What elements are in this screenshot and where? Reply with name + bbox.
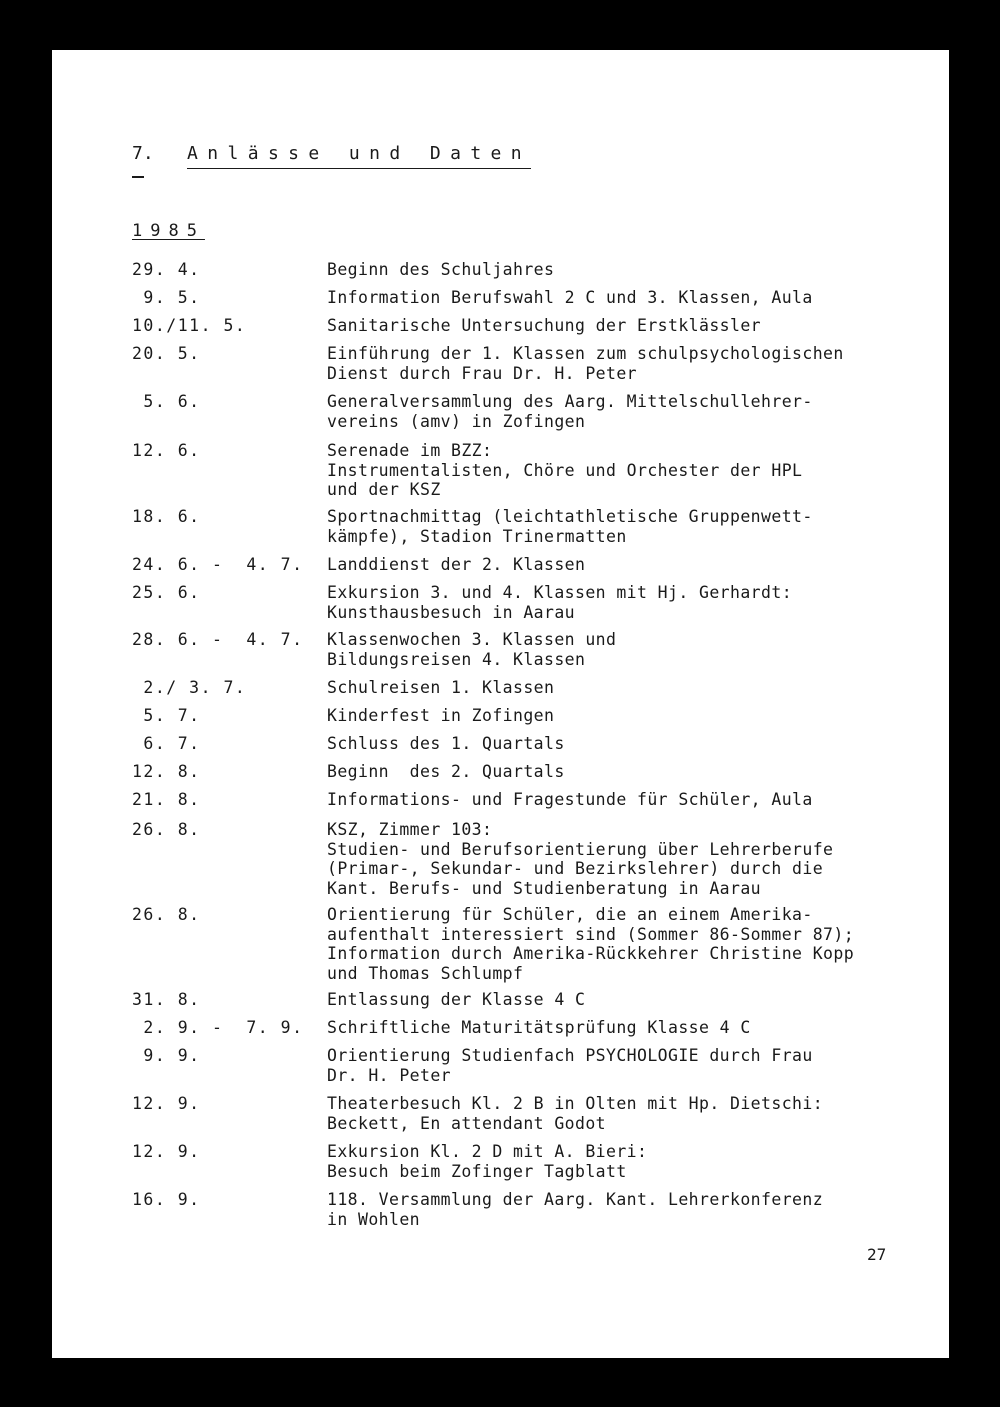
- event-description-line: Exkursion Kl. 2 D mit A. Bieri:: [327, 1142, 648, 1161]
- event-description-line: Kunsthausbesuch in Aarau: [327, 602, 576, 622]
- section-heading: [132, 143, 531, 169]
- event-description: [327, 678, 927, 698]
- document-page: [52, 50, 949, 1358]
- event-description-line: Exkursion 3. und 4. Klassen mit Hj. Gerhardt:: [327, 583, 793, 602]
- event-date: 16. 9.: [132, 1190, 201, 1209]
- event-description-line: Dienst durch Frau Dr. H. Peter: [327, 363, 638, 383]
- section-title: Anlässe und Daten: [187, 143, 531, 169]
- event-date: 12. 9.: [132, 1094, 201, 1113]
- event-description-line: Information durch Amerika-Rückkehrer Christine Kopp: [327, 944, 855, 963]
- event-description: [327, 583, 927, 622]
- event-description-line: Sanitarische Untersuchung der Erstklässler: [327, 316, 762, 335]
- event-description: [327, 555, 927, 575]
- event-description: [327, 1018, 927, 1038]
- event-description-line: Informations- und Fragestunde für Schüler, Aula: [327, 790, 813, 809]
- event-description-line: Instrumentalisten, Chöre und Orchester der HPL: [327, 460, 803, 480]
- event-description-line: Theaterbesuch Kl. 2 B in Olten mit Hp. Dietschi:: [327, 1094, 824, 1113]
- event-description: [327, 762, 927, 782]
- event-date: 24. 6. - 4. 7.: [132, 555, 304, 574]
- event-date: 26. 8.: [132, 905, 201, 924]
- event-description-line: Orientierung für Schüler, die an einem Amerika-: [327, 905, 813, 924]
- event-date: 31. 8.: [132, 990, 201, 1009]
- event-date: 5. 7.: [132, 706, 201, 725]
- event-date: 2./ 3. 7.: [132, 678, 247, 697]
- event-description: [327, 734, 927, 754]
- event-date: 21. 8.: [132, 790, 201, 809]
- event-description-line: aufenthalt interessiert sind (Sommer 86-Sommer 87);: [327, 924, 855, 944]
- event-description-line: Orientierung Studienfach PSYCHOLOGIE durch Frau: [327, 1046, 813, 1065]
- event-description: [327, 706, 927, 726]
- event-description-line: KSZ, Zimmer 103:: [327, 820, 493, 839]
- event-description: [327, 630, 927, 669]
- event-description-line: Kant. Berufs- und Studienberatung in Aarau: [327, 878, 762, 898]
- event-description-line: Einführung der 1. Klassen zum schulpsychologischen: [327, 344, 844, 363]
- event-date: 20. 5.: [132, 344, 201, 363]
- event-description-line: Landdienst der 2. Klassen: [327, 555, 586, 574]
- event-description: [327, 441, 927, 500]
- event-description: [327, 1094, 927, 1133]
- event-description-line: Generalversammlung des Aarg. Mittelschullehrer-: [327, 392, 813, 411]
- event-description-line: 118. Versammlung der Aarg. Kant. Lehrerkonferenz: [327, 1190, 824, 1209]
- event-date: 9. 9.: [132, 1046, 201, 1065]
- event-description-line: Besuch beim Zofinger Tagblatt: [327, 1161, 627, 1181]
- section-number: 7.: [132, 143, 154, 164]
- event-date: 12. 8.: [132, 762, 201, 781]
- event-description: [327, 1046, 927, 1085]
- event-description-line: Beckett, En attendant Godot: [327, 1113, 607, 1133]
- event-description: [327, 288, 927, 308]
- page-number: 27: [867, 1245, 887, 1264]
- event-description-line: und der KSZ: [327, 480, 441, 499]
- event-description-line: Studien- und Berufsorientierung über Lehrerberufe: [327, 839, 834, 859]
- event-description: [327, 990, 927, 1010]
- event-date: 9. 5.: [132, 288, 201, 307]
- event-description-line: Schriftliche Maturitätsprüfung Klasse 4 C: [327, 1018, 751, 1037]
- event-description-line: Bildungsreisen 4. Klassen: [327, 649, 586, 669]
- event-description: [327, 392, 927, 431]
- event-description: [327, 344, 927, 383]
- event-description: [327, 1142, 927, 1181]
- event-description: [327, 790, 927, 810]
- event-description-line: Klassenwochen 3. Klassen und: [327, 630, 617, 649]
- event-description-line: Beginn des 2. Quartals: [327, 762, 565, 781]
- event-description-line: in Wohlen: [327, 1209, 421, 1229]
- number-underline: [132, 176, 144, 178]
- event-description-line: Serenade im BZZ:: [327, 441, 493, 460]
- event-date: 29. 4.: [132, 260, 201, 279]
- event-date: 18. 6.: [132, 507, 201, 526]
- event-description: [327, 316, 927, 336]
- event-description: [327, 1190, 927, 1229]
- event-description-line: Schulreisen 1. Klassen: [327, 678, 555, 697]
- event-description: [327, 260, 927, 280]
- event-date: 12. 9.: [132, 1142, 201, 1161]
- event-description: [327, 507, 927, 546]
- event-date: 26. 8.: [132, 820, 201, 839]
- event-date: 5. 6.: [132, 392, 201, 411]
- event-description-line: Information Berufswahl 2 C und 3. Klassen, Aula: [327, 288, 813, 307]
- event-description-line: Kinderfest in Zofingen: [327, 706, 555, 725]
- event-description-line: und Thomas Schlumpf: [327, 963, 524, 983]
- event-description-line: vereins (amv) in Zofingen: [327, 411, 586, 431]
- event-date: 12. 6.: [132, 441, 201, 460]
- event-description-line: Beginn des Schuljahres: [327, 260, 555, 279]
- event-description: [327, 820, 927, 898]
- event-date: 10./11. 5.: [132, 316, 247, 335]
- year-heading: 1985: [132, 221, 205, 241]
- event-description-line: (Primar-, Sekundar- und Bezirkslehrer) durch die: [327, 859, 824, 878]
- event-description-line: Entlassung der Klasse 4 C: [327, 990, 586, 1009]
- event-description-line: kämpfe), Stadion Trinermatten: [327, 526, 627, 546]
- event-date: 6. 7.: [132, 734, 201, 753]
- event-date: 28. 6. - 4. 7.: [132, 630, 304, 649]
- event-description-line: Sportnachmittag (leichtathletische Gruppenwett-: [327, 507, 813, 526]
- event-date: 25. 6.: [132, 583, 201, 602]
- event-description: [327, 905, 927, 983]
- event-description-line: Schluss des 1. Quartals: [327, 734, 565, 753]
- event-description-line: Dr. H. Peter: [327, 1065, 452, 1085]
- event-date: 2. 9. - 7. 9.: [132, 1018, 304, 1037]
